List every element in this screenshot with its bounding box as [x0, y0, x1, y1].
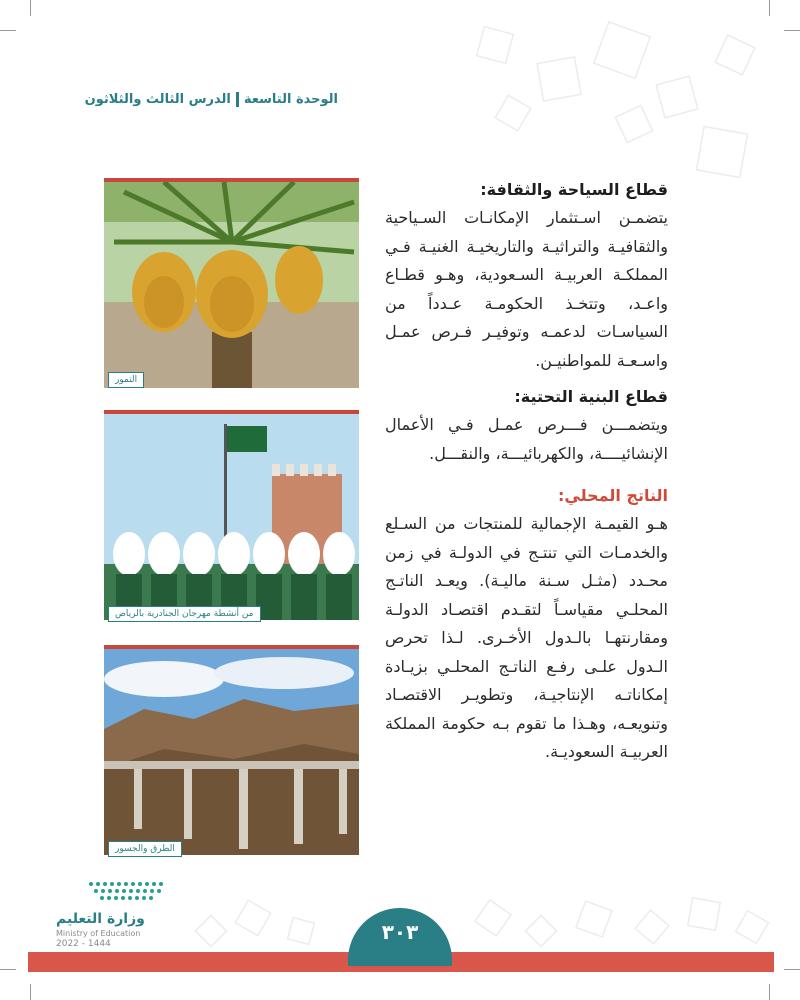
photo-caption-bridge: الطرق والجسور [108, 841, 182, 857]
header-divider [236, 92, 239, 107]
photo-caption-janadriyah: من أنشطة مهرجان الجنادرية بالرياض [108, 606, 261, 622]
crop-mark [784, 30, 800, 31]
crop-mark [784, 969, 800, 970]
lesson-title: الدرس الثالث والثلاثون [84, 92, 231, 107]
edition-year: 2022 - 1444 [56, 939, 111, 949]
section-heading-infrastructure: قطاع البنية التحتية: [514, 387, 668, 406]
text-column [385, 176, 668, 775]
section-body-tourism: يتضمـن اسـتثمار الإمكانـات السـياحية والثقافيـة والتراثيـة والتاريخيـة الغنيـة فـي المملكـة العربيـة السـعودية، وهـو قطـاع واعـد، وتتخـذ الحكومـة عـدداً من السياسـات لدعمـه وتوفيـر فـرص عمـل واسـعـة للمواطنيـن. [385, 208, 668, 370]
section-body-infrastructure: ويتضمـــن فـــرص عمـل فـي الأعمال الإنشائيــــة، والكهربائيـــة، والنقـــل. [385, 415, 668, 463]
page-number: ٣٠٣ [381, 920, 419, 944]
unit-title: الوحدة التاسعة [243, 92, 338, 107]
crop-mark [30, 984, 31, 1000]
date-palm-image [104, 182, 359, 388]
janadriyah-image [104, 414, 359, 620]
crop-mark [0, 969, 16, 970]
photo-caption-dates: التمور [108, 372, 144, 388]
crop-mark [0, 30, 16, 31]
mountain-bridge-image [104, 649, 359, 855]
crop-mark [30, 0, 31, 16]
section-heading-tourism: قطاع السياحة والثقافة: [480, 180, 668, 199]
crop-mark [769, 0, 770, 16]
ministry-name-en: Ministry of Education [56, 929, 141, 938]
section-body-gdp: هـو القيمـة الإجمالية للمنتجات من السـلع والخدمـات التي تنتـج في الدولـة في زمن محـدد (مثـل سـنة ماليـة). ويعـد الناتـج المحلـي مقياسـاً لتقـدم اقتصـاد الدولـة ومقارنتهـا بالـدول الأخـرى. لـذا تحرص الـدول علـى رفـع الناتـج المحلـي بزيـادة إمكاناتـه الإنتاجيـة، وتطويـر الاقتصـاد وتنويعـه، وهـذا ما تقوم بـه حكومة المملكة العربيـة السعوديـة. [385, 514, 668, 761]
ministry-name-ar: وزارة التعليم [56, 911, 145, 927]
crop-mark [769, 984, 770, 1000]
section-heading-gdp: الناتج المحلي: [557, 486, 668, 505]
photo-dates [104, 178, 359, 388]
photo-bridge [104, 645, 359, 855]
page-header [84, 92, 338, 114]
photo-janadriyah [104, 410, 359, 620]
